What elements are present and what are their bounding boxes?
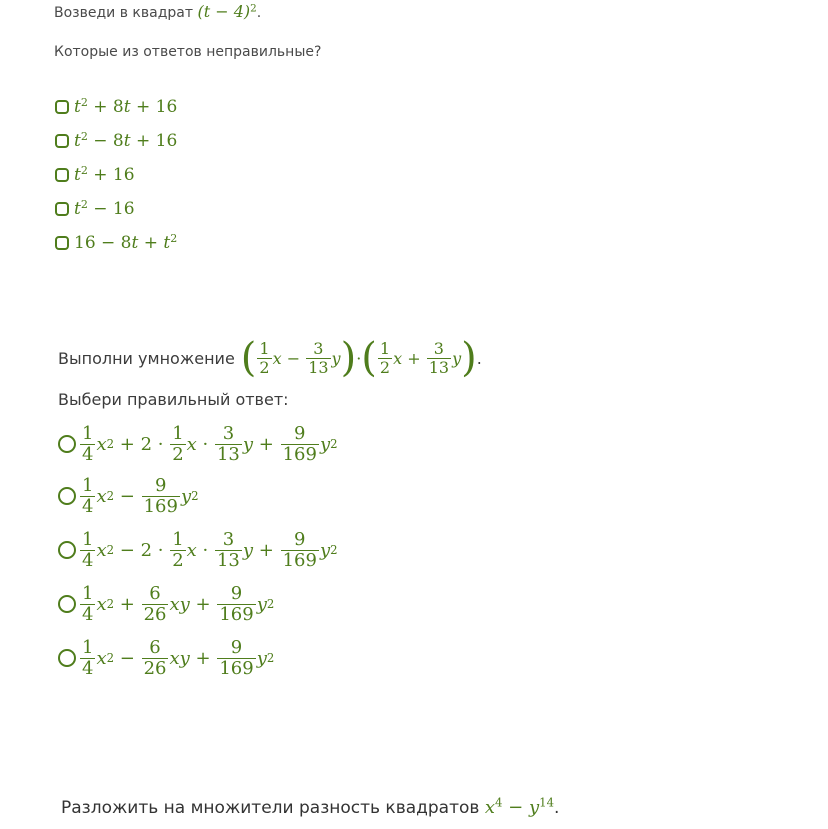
q2-option-4-math: $\frac{1}{4}$ x 2 + $\frac{6}{26}$ xy + $\frac{9}{169}$ y 2: [82, 583, 275, 625]
checkbox[interactable]: [55, 134, 69, 148]
q1-option-1-math: $t^2 + 8t + 16$: [74, 95, 178, 117]
question-1-prompt: Которые из ответов неправильные?: [54, 44, 322, 60]
radio-button[interactable]: [58, 435, 76, 453]
question-2-prompt: Выбери правильный ответ:: [58, 390, 289, 409]
checkbox[interactable]: [55, 168, 69, 182]
q2-option-3[interactable]: [58, 530, 338, 571]
question-2-title: Выполни умножение ( $\frac{1}{2}$ x − $\frac{3}{13}$ y ) · ( $\frac{1}{2}$ x + $\frac{3}{13}$ y ) .: [58, 335, 482, 381]
question-1-title-text: Возведи в квадрат: [54, 5, 193, 21]
question-2-expression: ( $\frac{1}{2}$ x − $\frac{3}{13}$ y ) · ( $\frac{1}{2}$ x + $\frac{3}{13}$ y ): [240, 335, 477, 381]
radio-button[interactable]: [58, 649, 76, 667]
q1-option-5[interactable]: [55, 233, 177, 253]
q1-option-4-math: $t^2 - 16$: [74, 197, 135, 219]
q1-option-3[interactable]: [55, 165, 135, 185]
checkbox[interactable]: [55, 202, 69, 216]
q2-option-2[interactable]: [58, 476, 199, 517]
q1-option-2-math: $t^2 - 8t + 16$: [74, 129, 178, 151]
q1-option-3-math: $t^2 + 16$: [74, 163, 135, 185]
checkbox[interactable]: [55, 100, 69, 114]
radio-button[interactable]: [58, 487, 76, 505]
q1-option-5-math: $16 - 8t + t^2$: [74, 231, 178, 253]
question-2-title-text: Выполни умножение: [58, 348, 235, 368]
q2-option-1-math: $\frac{1}{4}$ x 2 + 2 · $\frac{1}{2}$ x · $\frac{3}{13}$ y + $\frac{9}{169}$ y 2: [82, 423, 338, 465]
q2-option-5-math: $\frac{1}{4}$ x 2 − $\frac{6}{26}$ xy + $\frac{9}{169}$ y 2: [82, 637, 275, 679]
radio-button[interactable]: [58, 541, 76, 559]
question-3-title-text: Разложить на множители разность квадратов: [61, 798, 480, 818]
q2-option-5[interactable]: [58, 638, 274, 679]
q2-option-3-math: $\frac{1}{4}$ x 2 − 2 · $\frac{1}{2}$ x · $\frac{3}{13}$ y + $\frac{9}{169}$ y 2: [82, 529, 338, 571]
checkbox[interactable]: [55, 236, 69, 250]
radio-button[interactable]: [58, 595, 76, 613]
q2-option-1[interactable]: [58, 424, 338, 465]
question-3-title: Разложить на множители разность квадратов $x^4 - y^{14}$.: [61, 795, 560, 818]
q1-option-2[interactable]: [55, 131, 177, 151]
question-1-expression: $(t - 4)^2$: [197, 2, 257, 21]
question-1-title: Возведи в квадрат $(t - 4)^2$.: [54, 2, 262, 21]
question-3-expression: $x^4 - y^{14}$: [484, 795, 555, 818]
q2-option-2-math: $\frac{1}{4}$ x 2 − $\frac{9}{169}$ y 2: [82, 475, 199, 517]
q2-option-4[interactable]: [58, 584, 274, 625]
q1-option-4[interactable]: [55, 199, 135, 219]
q1-option-1[interactable]: [55, 97, 177, 117]
